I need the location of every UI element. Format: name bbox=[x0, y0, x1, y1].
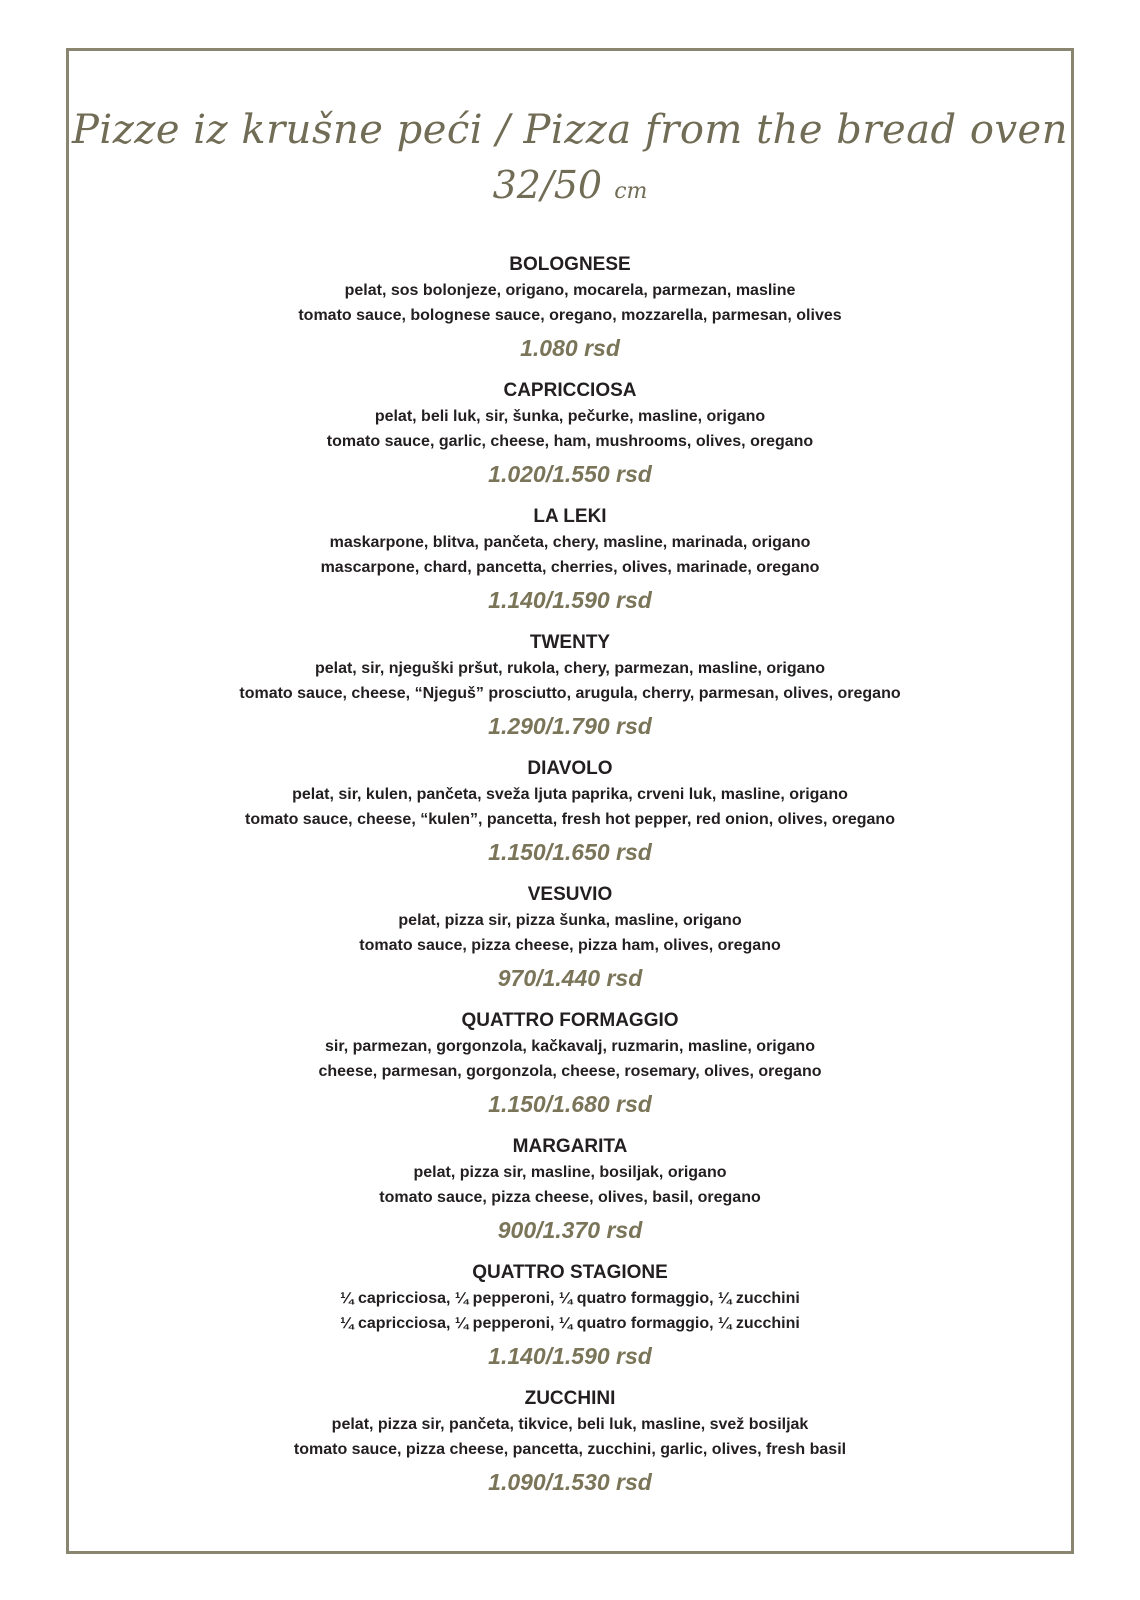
item-price: 1.150/1.680 rsd bbox=[488, 1091, 652, 1117]
pizza-menu-list bbox=[0, 252, 1140, 1512]
item-price: 1.290/1.790 rsd bbox=[488, 713, 652, 739]
item-description-local: pelat, beli luk, sir, šunka, pečurke, masline, origano bbox=[374, 408, 766, 425]
item-price: 970/1.440 rsd bbox=[497, 965, 643, 991]
item-name: QUATTRO STAGIONE bbox=[472, 1262, 668, 1283]
item-name: MARGARITA bbox=[512, 1136, 628, 1157]
item-name: TWENTY bbox=[529, 632, 611, 653]
item-description-local: pelat, pizza sir, masline, bosiljak, origano bbox=[413, 1164, 727, 1181]
item-description-english: ¼ capricciosa, ¼ pepperoni, ¼ quatro formaggio, ¼ zucchini bbox=[340, 1315, 800, 1332]
menu-item-quattro-stagione bbox=[0, 1260, 1140, 1386]
menu-title: Pizze iz krušne peći / Pizza from the bread oven bbox=[72, 107, 1068, 153]
item-description-local: ¼ capricciosa, ¼ pepperoni, ¼ quatro formaggio, ¼ zucchini bbox=[340, 1290, 800, 1307]
item-name: QUATTRO FORMAGGIO bbox=[461, 1010, 679, 1031]
pizza-size-unit: cm bbox=[614, 179, 648, 204]
item-name: BOLOGNESE bbox=[509, 254, 631, 275]
item-description-english: tomato sauce, pizza cheese, pancetta, zucchini, garlic, olives, fresh basil bbox=[293, 1441, 847, 1458]
pizza-size-label bbox=[0, 160, 1140, 217]
item-price: 1.140/1.590 rsd bbox=[488, 1343, 652, 1369]
item-description-local: sir, parmezan, gorgonzola, kačkavalj, ruzmarin, masline, origano bbox=[325, 1038, 815, 1055]
item-description-english: mascarpone, chard, pancetta, cherries, olives, marinade, oregano bbox=[320, 559, 820, 576]
menu-item-diavolo bbox=[0, 756, 1140, 882]
item-description-local: pelat, sir, njeguški pršut, rukola, chery, parmezan, masline, origano bbox=[314, 660, 826, 677]
item-name: DIAVOLO bbox=[527, 758, 613, 779]
menu-item-zucchini bbox=[0, 1386, 1140, 1512]
item-description-local: maskarpone, blitva, pančeta, chery, masline, marinada, origano bbox=[329, 534, 811, 551]
item-name: CAPRICCIOSA bbox=[503, 380, 637, 401]
item-price: 1.140/1.590 rsd bbox=[488, 587, 652, 613]
item-description-english: cheese, parmesan, gorgonzola, cheese, rosemary, olives, oregano bbox=[318, 1063, 822, 1080]
item-description-english: tomato sauce, pizza cheese, olives, basil, oregano bbox=[379, 1189, 761, 1206]
item-description-english: tomato sauce, bolognese sauce, oregano, mozzarella, parmesan, olives bbox=[298, 307, 842, 324]
item-description-english: tomato sauce, pizza cheese, pizza ham, olives, oregano bbox=[359, 937, 781, 954]
item-description-english: tomato sauce, cheese, “kulen”, pancetta, fresh hot pepper, red onion, olives, oregano bbox=[245, 811, 895, 828]
item-name: VESUVIO bbox=[527, 884, 613, 905]
menu-item-twenty bbox=[0, 630, 1140, 756]
menu-item-quattro-formaggio bbox=[0, 1008, 1140, 1134]
menu-item-margarita bbox=[0, 1134, 1140, 1260]
pizza-size-value: 32/50 bbox=[492, 163, 603, 207]
menu-header bbox=[0, 100, 1140, 217]
item-price: 1.080 rsd bbox=[520, 335, 620, 361]
item-description-local: pelat, pizza sir, pizza šunka, masline, origano bbox=[398, 912, 742, 929]
item-price: 1.020/1.550 rsd bbox=[488, 461, 652, 487]
menu-item-vesuvio bbox=[0, 882, 1140, 1008]
item-description-english: tomato sauce, cheese, “Njeguš” prosciutto, arugula, cherry, parmesan, olives, oregano bbox=[239, 685, 901, 702]
item-description-local: pelat, sos bolonjeze, origano, mocarela, parmezan, masline bbox=[344, 282, 796, 299]
item-description-local: pelat, pizza sir, pančeta, tikvice, beli luk, masline, svež bosiljak bbox=[331, 1416, 809, 1433]
item-price: 1.150/1.650 rsd bbox=[488, 839, 652, 865]
item-name: ZUCCHINI bbox=[524, 1388, 616, 1409]
menu-item-capricciosa bbox=[0, 378, 1140, 504]
item-description-local: pelat, sir, kulen, pančeta, sveža ljuta paprika, crveni luk, masline, origano bbox=[292, 786, 848, 803]
item-price: 900/1.370 rsd bbox=[497, 1217, 643, 1243]
item-price: 1.090/1.530 rsd bbox=[488, 1469, 652, 1495]
menu-item-bolognese bbox=[0, 252, 1140, 378]
item-description-english: tomato sauce, garlic, cheese, ham, mushrooms, olives, oregano bbox=[326, 433, 814, 450]
item-name: LA LEKI bbox=[533, 506, 607, 527]
menu-item-la-leki bbox=[0, 504, 1140, 630]
